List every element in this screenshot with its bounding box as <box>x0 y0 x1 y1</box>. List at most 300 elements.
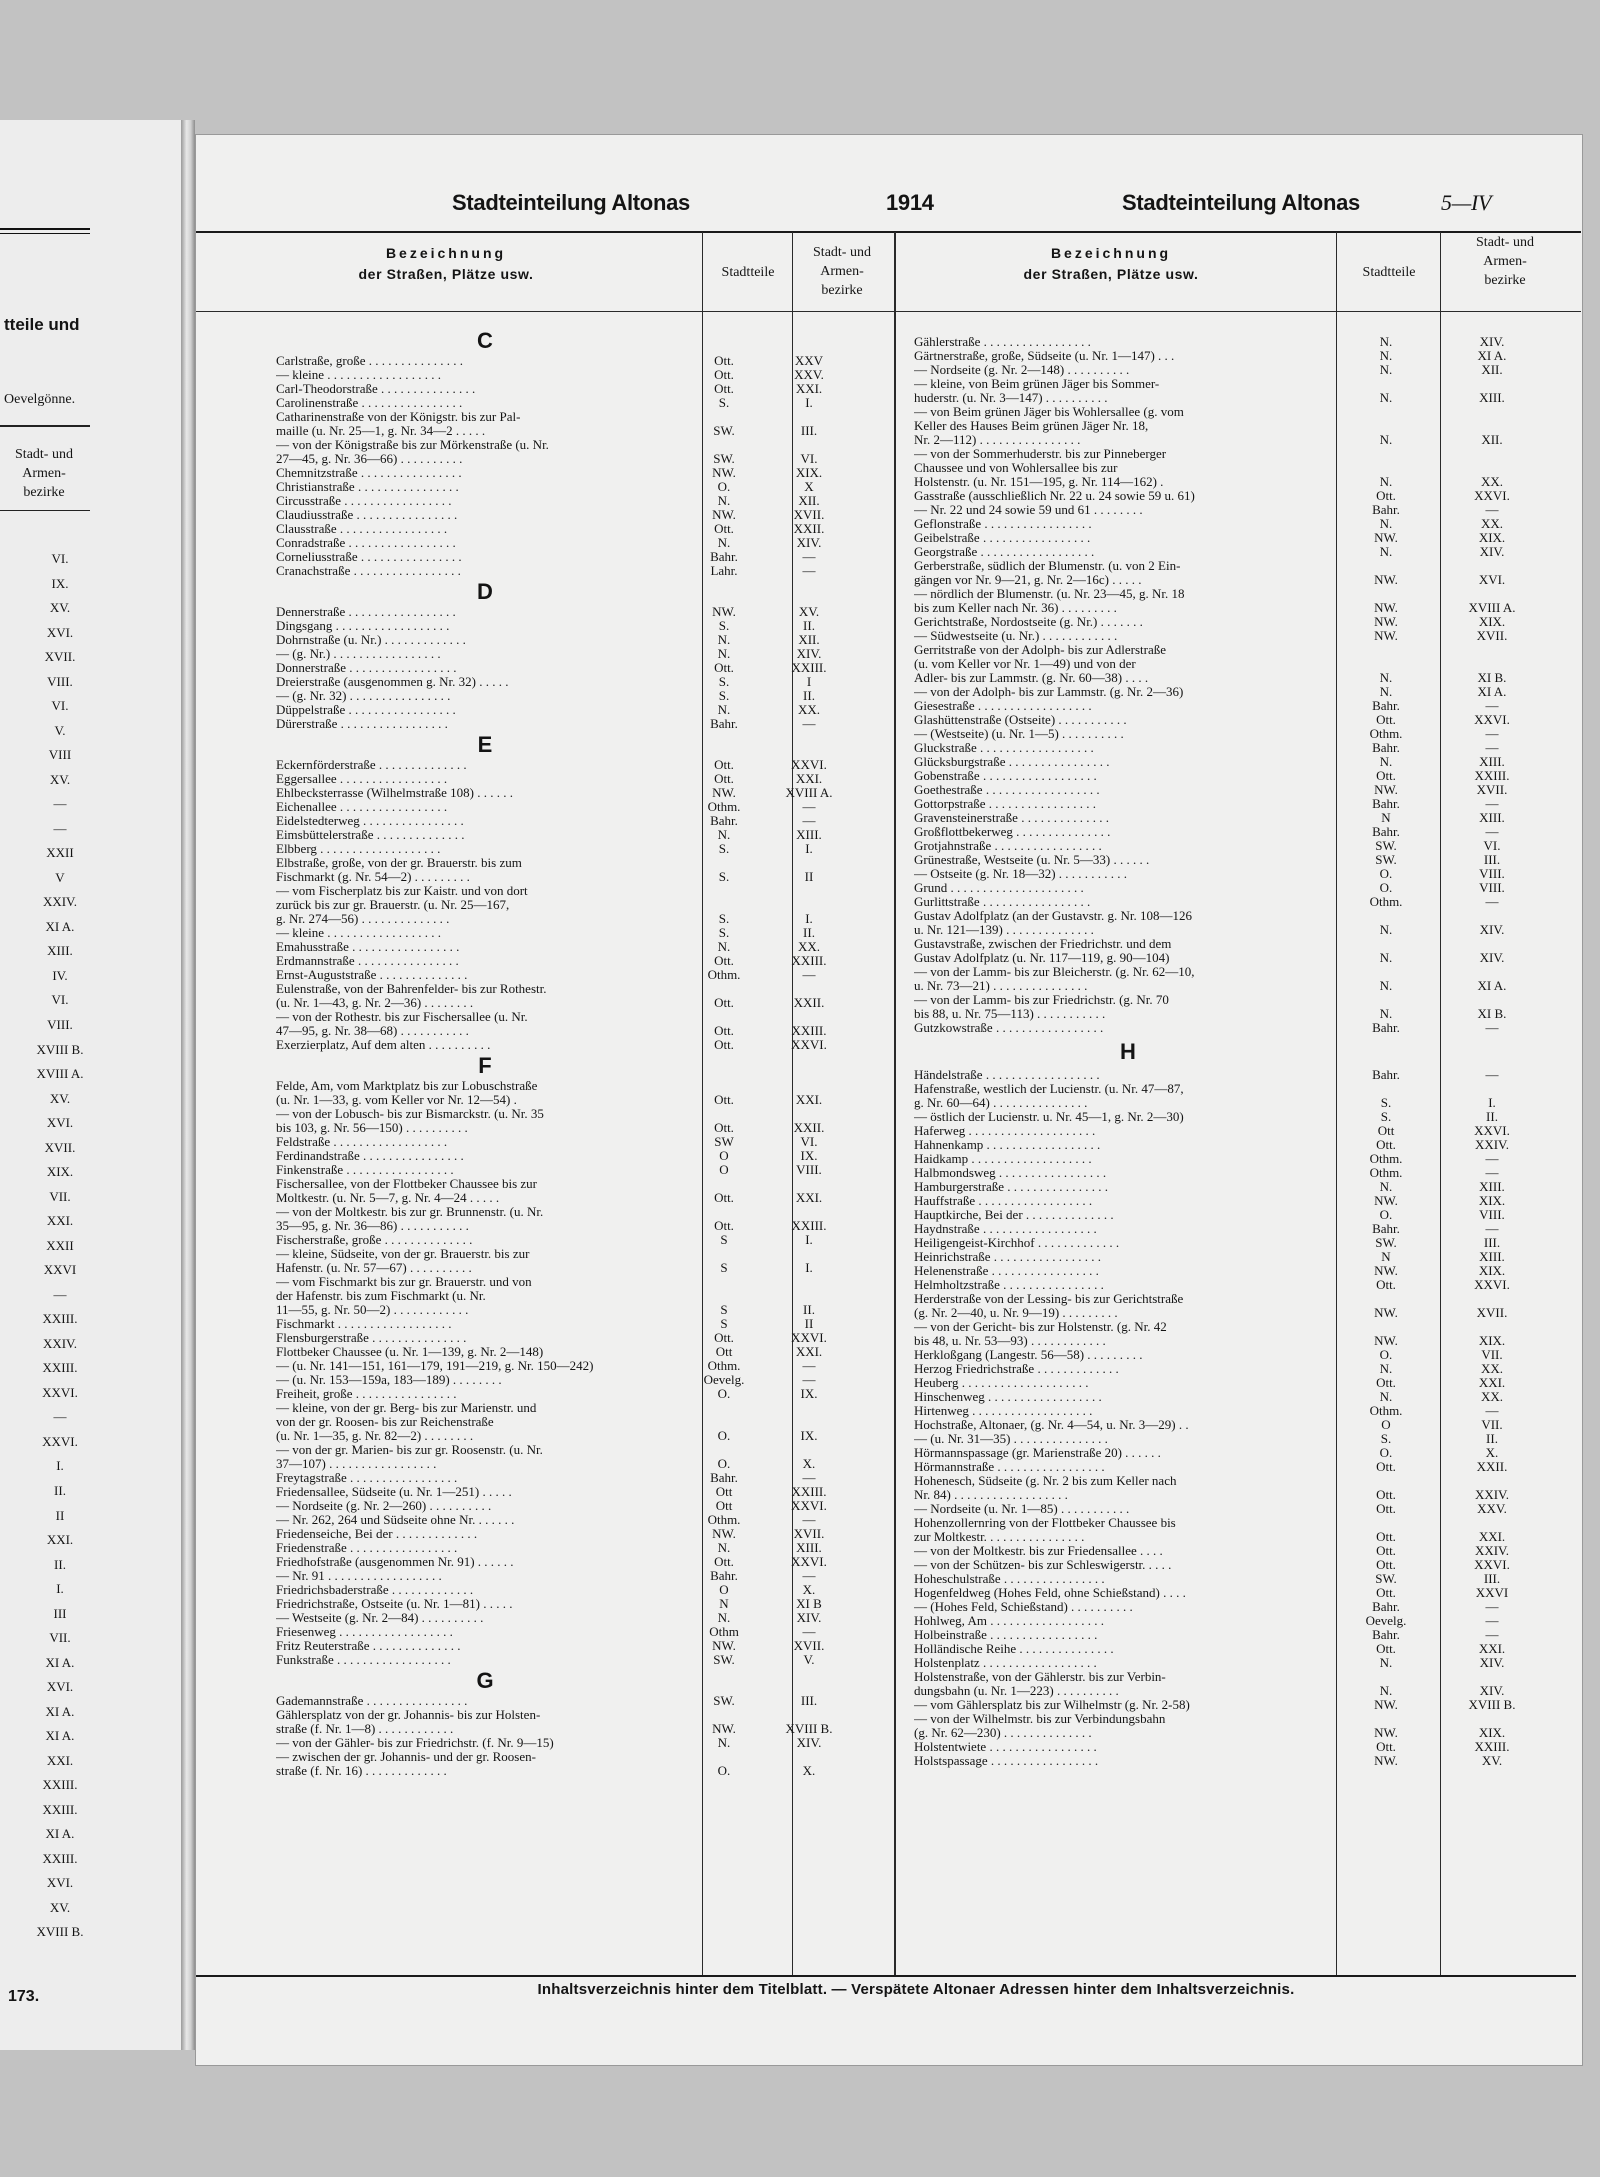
street-entry <box>276 633 876 647</box>
street-name: Fischmarkt . . . . . . . . . . . . . . . . . . <box>276 1317 452 1331</box>
stadtteil-value: Bahr. <box>710 549 738 564</box>
bezirk-value: — <box>1485 1151 1499 1166</box>
bezirk-value: — <box>1485 1020 1499 1035</box>
street-entry <box>914 797 1564 811</box>
street-entry <box>914 461 1564 475</box>
left-page-entry: XV. <box>49 600 71 615</box>
left-page-entry: VII. <box>49 1630 71 1645</box>
street-entry <box>914 1488 1564 1502</box>
street-name: Hohenesch, Südseite (g. Nr. 2 bis zum Keller nach <box>914 1474 1177 1488</box>
street-name: bis 103, g. Nr. 56—150) . . . . . . . . . . <box>276 1121 468 1135</box>
stadtteil-value: N. <box>717 493 731 508</box>
street-entry <box>914 839 1564 853</box>
street-name: — (g. Nr.) . . . . . . . . . . . . . . . . . <box>276 647 441 661</box>
bezirk-value: IX. <box>800 1428 818 1443</box>
street-name: Cranachstraße . . . . . . . . . . . . . . . . . <box>276 564 461 578</box>
street-entry <box>914 1670 1564 1684</box>
street-name: Gählersplatz von der gr. Johannis- bis zur Holsten- <box>276 1708 541 1722</box>
stadtteil-value: N <box>1381 810 1391 825</box>
section-letter: H <box>1120 1039 1138 1064</box>
stadtteil-value: NW. <box>1374 614 1398 629</box>
street-entry <box>914 755 1564 769</box>
street-entry <box>276 814 876 828</box>
stadtteil-value: S. <box>718 618 730 633</box>
bezirk-value: III. <box>800 423 818 438</box>
header-left-title: Stadteinteilung Altonas <box>452 190 690 215</box>
bezirk-value: XXVI. <box>1474 1277 1510 1292</box>
stadtteil-value: Ott. <box>1376 1277 1396 1292</box>
bezirk-value: XIX. <box>1478 1725 1506 1740</box>
street-entry <box>914 685 1564 699</box>
stadtteil-value: N. <box>717 1735 731 1750</box>
street-name: Dohrnstraße (u. Nr.) . . . . . . . . . . . . . <box>276 633 466 647</box>
stadtteil-value: S. <box>718 674 730 689</box>
left-page-entry: XXIV. <box>42 894 78 909</box>
stadtteil-value: N. <box>1379 334 1393 349</box>
street-entry <box>914 405 1564 419</box>
street-entry <box>914 1152 1564 1166</box>
street-name: Hafenstraße, westlich der Lucienstr. (u. Nr. 47—87, <box>914 1082 1184 1096</box>
bezirk-value: XXII. <box>793 995 825 1010</box>
bezirk-value: XVII. <box>793 1638 825 1653</box>
col-header-stadtteile-left: Stadtteile <box>721 265 775 280</box>
bezirk-value: XXI. <box>795 1344 823 1359</box>
stadtteil-value: N. <box>1379 1389 1393 1404</box>
rule <box>0 425 90 427</box>
street-name: Halbmondsweg . . . . . . . . . . . . . . . . . <box>914 1166 1107 1180</box>
street-entry <box>914 1250 1564 1264</box>
street-entry <box>914 937 1564 951</box>
left-page-number: 173. <box>8 1988 40 2005</box>
street-entry <box>914 713 1564 727</box>
left-page-entry: XXIII. <box>42 1777 78 1792</box>
bezirk-value: VIII. <box>1479 866 1505 881</box>
street-entry <box>914 1558 1564 1572</box>
bezirk-value: XXIV. <box>1474 1543 1510 1558</box>
bezirk-value: VI. <box>1483 838 1501 853</box>
street-entry <box>914 783 1564 797</box>
street-name: Eckernförderstraße . . . . . . . . . . . . . . <box>276 758 467 772</box>
stadtteil-value: O. <box>1379 1445 1393 1460</box>
street-entry <box>914 1754 1564 1768</box>
stadtteil-value: N. <box>717 939 731 954</box>
street-entry <box>276 1317 876 1331</box>
stadtteil-value: N. <box>717 1610 731 1625</box>
bezirk-value: XXIII. <box>791 1218 827 1233</box>
stadtteil-value: S <box>720 1260 728 1275</box>
street-name: — von der Moltkestr. bis zur gr. Brunnenstr. (u. Nr. <box>276 1205 544 1219</box>
top-rule <box>196 231 1581 233</box>
street-entry <box>276 1331 876 1345</box>
stadtteil-value: N. <box>1379 754 1393 769</box>
bezirk-value: — <box>1485 726 1499 741</box>
left-page-entry: XIX. <box>46 1164 74 1179</box>
bezirk-value: XIV. <box>796 1610 822 1625</box>
left-page-entry: — <box>53 1287 67 1302</box>
street-entry <box>276 926 876 940</box>
street-name: Friedenstraße . . . . . . . . . . . . . . . . . <box>276 1541 458 1555</box>
section-letter: G <box>476 1668 496 1693</box>
street-entry <box>914 559 1564 573</box>
stadtteil-value: NW. <box>1374 1263 1398 1278</box>
street-name: Gustav Adolfplatz (an der Gustavstr. g. Nr. 108—126 <box>914 909 1193 923</box>
bezirk-value: XIV. <box>1479 1683 1505 1698</box>
bezirk-value: III. <box>800 1693 818 1708</box>
street-name: Circusstraße . . . . . . . . . . . . . . . . . <box>276 494 452 508</box>
street-entry <box>914 1096 1564 1110</box>
bezirk-value: I. <box>805 395 813 410</box>
street-name: — zwischen der gr. Johannis- und der gr. Roosen- <box>276 1750 536 1764</box>
street-name: Gasstraße (ausschließlich Nr. 22 u. 24 sowie 59 u. 61) <box>914 489 1195 503</box>
street-entry <box>914 629 1564 643</box>
stadtteil-value: Ott. <box>1376 768 1396 783</box>
bezirk-value: XIII. <box>796 1540 822 1555</box>
stadtteil-value: Ott. <box>1376 1739 1396 1754</box>
street-entry <box>914 1021 1564 1035</box>
street-entry <box>914 1712 1564 1726</box>
bezirk-value: XXI. <box>795 1190 823 1205</box>
street-name: — von Beim grünen Jäger bis Wohlersallee (g. vom <box>914 405 1184 419</box>
street-entry <box>276 1121 876 1135</box>
stadtteil-value: N. <box>1379 348 1393 363</box>
stadtteil-value: N. <box>1379 922 1393 937</box>
street-name: Friesenweg . . . . . . . . . . . . . . . . . . <box>276 1625 453 1639</box>
street-entry <box>276 1569 876 1583</box>
street-entry <box>276 564 876 578</box>
bezirk-value: XII. <box>1481 432 1503 447</box>
bezirk-value: XIII. <box>796 827 822 842</box>
col-header-line: bezirke <box>821 283 863 298</box>
street-entry <box>914 741 1564 755</box>
stadtteil-value: N. <box>1379 544 1393 559</box>
stadtteil-value: SW <box>714 1134 734 1149</box>
stadtteil-value: NW. <box>1374 530 1398 545</box>
stadtteil-value: Oevelg. <box>703 1372 745 1387</box>
stadtteil-value: Ott. <box>714 771 734 786</box>
street-name: Catharinenstraße von der Königstr. bis zur Pal- <box>276 410 521 424</box>
left-page-entry: XXIII. <box>42 1851 78 1866</box>
street-entry <box>276 1219 876 1233</box>
stadtteil-value: N. <box>717 535 731 550</box>
stadtteil-value: N. <box>1379 670 1393 685</box>
street-name: — Nr. 91 . . . . . . . . . . . . . . . . . . <box>276 1569 442 1583</box>
stadtteil-value: S <box>720 1316 728 1331</box>
stadtteil-value: S. <box>1380 1431 1392 1446</box>
stadtteil-value: SW. <box>1375 838 1397 853</box>
street-name: Exerzierplatz, Auf dem alten . . . . . . . . . . <box>276 1038 491 1052</box>
street-name: Haidkamp . . . . . . . . . . . . . . . . . . . <box>914 1152 1092 1166</box>
street-entry <box>276 1597 876 1611</box>
left-page-entry: XVI. <box>46 1115 74 1130</box>
stadtteil-value: N. <box>717 1540 731 1555</box>
stadtteil-value: SW. <box>713 1652 735 1667</box>
street-name: Heiligengeist-Kirchhof . . . . . . . . . . . . . <box>914 1236 1120 1250</box>
street-name: Claudiusstraße . . . . . . . . . . . . . . . . <box>276 508 458 522</box>
street-name: Carl-Theodorstraße . . . . . . . . . . . . . . . <box>276 382 476 396</box>
bezirk-value: III. <box>1483 852 1501 867</box>
street-entry <box>276 982 876 996</box>
bezirk-value: II <box>804 1316 814 1331</box>
bezirk-value: XV. <box>1481 1753 1503 1768</box>
stadtteil-value: NW. <box>712 604 736 619</box>
street-entry <box>914 419 1564 433</box>
street-name: Feldstraße . . . . . . . . . . . . . . . . . . <box>276 1135 448 1149</box>
street-name: Elbberg . . . . . . . . . . . . . . . . . . . <box>276 842 441 856</box>
street-name: Friedrichsbaderstraße . . . . . . . . . . . . . <box>276 1583 474 1597</box>
street-name: gängen vor Nr. 9—21, g. Nr. 2—16c) . . . . . <box>914 573 1142 587</box>
street-entry <box>276 452 876 466</box>
left-page-entry: VI. <box>51 551 69 566</box>
bezirk-value: XIV. <box>1479 950 1505 965</box>
stadtteil-value: SW. <box>713 451 735 466</box>
stadtteil-value: N. <box>1379 978 1393 993</box>
street-entry <box>914 853 1564 867</box>
street-name: Hohenzollernring von der Flottbeker Chaussee bis <box>914 1516 1176 1530</box>
bezirk-value: XIX. <box>1478 530 1506 545</box>
street-name: maille (u. Nr. 25—1, g. Nr. 34—2 . . . . . <box>276 424 486 438</box>
street-name: Gählerstraße . . . . . . . . . . . . . . . . . <box>914 335 1091 349</box>
street-name: Emahusstraße . . . . . . . . . . . . . . . . . <box>276 940 460 954</box>
street-name: Gobenstraße . . . . . . . . . . . . . . . . . . <box>914 769 1097 783</box>
street-entry <box>276 1527 876 1541</box>
street-entry <box>276 1373 876 1387</box>
street-name: huderstr. (u. Nr. 3—147) . . . . . . . . . . <box>914 391 1108 405</box>
header-year: 1914 <box>886 190 934 215</box>
bezirk-value: VIII. <box>1479 1207 1505 1222</box>
stadtteil-value: Ott. <box>714 757 734 772</box>
street-list-left <box>276 327 876 1778</box>
stadtteil-value: Ott <box>1377 1123 1395 1138</box>
bezirk-value: XXV <box>794 353 824 368</box>
bezirk-value: XXIII. <box>791 1023 827 1038</box>
bezirk-value: II. <box>803 688 815 703</box>
street-entry <box>914 1362 1564 1376</box>
street-entry <box>914 391 1564 405</box>
street-name: 35—95, g. Nr. 36—86) . . . . . . . . . . . <box>276 1219 469 1233</box>
street-entry <box>914 433 1564 447</box>
street-entry <box>276 1233 876 1247</box>
street-entry <box>914 727 1564 741</box>
street-name: Eggersallee . . . . . . . . . . . . . . . . . <box>276 772 448 786</box>
street-entry <box>914 1516 1564 1530</box>
street-name: Gurlittstraße . . . . . . . . . . . . . . . . . <box>914 895 1091 909</box>
street-name: Moltkestr. (u. Nr. 5—7, g. Nr. 4—24 . . . . . <box>276 1191 500 1205</box>
bezirk-value: — <box>802 1512 816 1527</box>
bezirk-value: — <box>802 563 816 578</box>
stadtteil-value: Ott. <box>1376 488 1396 503</box>
street-name: Hauptkirche, Bei der . . . . . . . . . . . . . . <box>914 1208 1114 1222</box>
street-entry <box>914 671 1564 685</box>
stadtteil-value: NW. <box>712 1721 736 1736</box>
street-name: — von der Wilhelmstr. bis zur Verbindungsbahn <box>914 1712 1166 1726</box>
street-entry <box>914 335 1564 349</box>
street-entry <box>276 772 876 786</box>
bezirk-value: XIV. <box>1479 334 1505 349</box>
stadtteil-value: S. <box>1380 1095 1392 1110</box>
stadtteil-value: O. <box>1379 866 1393 881</box>
street-name: Hinschenweg . . . . . . . . . . . . . . . . . . <box>914 1390 1102 1404</box>
street-entry <box>914 1432 1564 1446</box>
left-page-entry: V. <box>54 723 66 738</box>
street-name: Gutzkowstraße . . . . . . . . . . . . . . . . . <box>914 1021 1104 1035</box>
street-name: der Hafenstr. bis zum Fischmarkt (u. Nr. <box>276 1289 486 1303</box>
street-name: Hirtenweg . . . . . . . . . . . . . . . . . . . <box>914 1404 1093 1418</box>
bezirk-value: — <box>802 967 816 982</box>
bezirk-value: — <box>802 1624 816 1639</box>
street-entry <box>914 1068 1564 1082</box>
bezirk-value: I <box>806 674 812 689</box>
street-name: — nördlich der Blumenstr. (u. Nr. 23—45, g. Nr. 18 <box>914 587 1185 601</box>
street-entry <box>914 1208 1564 1222</box>
street-entry <box>276 508 876 522</box>
bezirk-value: — <box>1485 1613 1499 1628</box>
bezirk-value: XIX. <box>795 465 823 480</box>
street-name: Gravensteinerstraße . . . . . . . . . . . . . . <box>914 811 1109 825</box>
bezirk-value: XI A. <box>1477 978 1507 993</box>
street-name: — von der Lamm- bis zur Friedrichstr. (g. Nr. 70 <box>914 993 1169 1007</box>
left-page-entry: VIII. <box>47 1017 73 1032</box>
stadtteil-value: Ott. <box>1376 1501 1396 1516</box>
street-entry <box>914 1138 1564 1152</box>
bezirk-value: XXVI. <box>791 1330 827 1345</box>
bezirk-value: XIII. <box>1479 810 1505 825</box>
stadtteil-value: NW. <box>712 465 736 480</box>
street-entry <box>914 1418 1564 1432</box>
street-entry <box>276 619 876 633</box>
street-entry <box>914 993 1564 1007</box>
street-entry <box>914 1404 1564 1418</box>
street-entry <box>276 703 876 717</box>
street-name: Carlstraße, große . . . . . . . . . . . . . . . <box>276 354 464 368</box>
street-name: Chaussee und von Wohlersallee bis zur <box>914 461 1118 475</box>
street-entry <box>276 940 876 954</box>
bezirk-value: X. <box>802 1456 816 1471</box>
stadtteil-value: O. <box>717 1763 731 1778</box>
street-name: Friedrichstraße, Ostseite (u. Nr. 1—81) . . . . . <box>276 1597 513 1611</box>
bezirk-value: II. <box>1486 1431 1498 1446</box>
street-name: Haydnstraße . . . . . . . . . . . . . . . . . . <box>914 1222 1097 1236</box>
bezirk-value: XVIII B. <box>785 1721 833 1736</box>
street-entry <box>914 615 1564 629</box>
street-entry <box>276 828 876 842</box>
left-page-entry: XXIV. <box>42 1336 78 1351</box>
bezirk-value: XXI. <box>795 771 823 786</box>
stadtteil-value: Ott. <box>714 1554 734 1569</box>
street-name: Holländische Reihe . . . . . . . . . . . . . . . <box>914 1642 1114 1656</box>
street-name: Gerberstraße, südlich der Blumenstr. (u. von 2 Ein- <box>914 559 1181 573</box>
bezirk-value: XXVI. <box>791 757 827 772</box>
street-entry <box>914 1460 1564 1474</box>
bezirk-value: XXVI. <box>791 1037 827 1052</box>
street-name: Keller des Hauses Beim grünen Jäger Nr. 18, <box>914 419 1149 433</box>
left-page-entry: XV. <box>49 1900 71 1915</box>
bezirk-value: — <box>1485 698 1499 713</box>
col-header-line: Armen- <box>820 264 864 279</box>
bezirk-value: XVII. <box>1476 1305 1508 1320</box>
bezirk-value: II. <box>803 1302 815 1317</box>
stadtteil-value: NW. <box>712 1526 736 1541</box>
rule <box>0 228 90 230</box>
bezirk-value: I. <box>805 1232 813 1247</box>
column-rule <box>894 232 896 1975</box>
street-entry <box>914 1614 1564 1628</box>
left-page-entry: VI. <box>51 698 69 713</box>
stadtteil-value: Othm. <box>1369 1151 1403 1166</box>
street-name: — vom Fischerplatz bis zur Kaistr. und von dort <box>276 884 528 898</box>
col-header-line: der Straßen, Plätze usw. <box>1023 266 1199 282</box>
stadtteil-value: O. <box>717 1456 731 1471</box>
bezirk-value: XXVI. <box>1474 1557 1510 1572</box>
street-name: (u. Nr. 1—43, g. Nr. 2—36) . . . . . . . . <box>276 996 474 1010</box>
stadtteil-value: N <box>1381 1249 1391 1264</box>
stadtteil-value: Bahr. <box>710 1470 738 1485</box>
street-name: — (u. Nr. 31—35) . . . . . . . . . . . . . . . <box>914 1432 1108 1446</box>
left-page-entry: XI A. <box>45 1826 75 1841</box>
stadtteil-value: O. <box>1379 880 1393 895</box>
street-name: Geibelstraße . . . . . . . . . . . . . . . . . <box>914 531 1091 545</box>
street-entry <box>276 466 876 480</box>
bezirk-value: VIII. <box>796 1162 822 1177</box>
left-page-entry: XVIII A. <box>36 1066 84 1081</box>
stadtteil-value: Ott. <box>714 1023 734 1038</box>
street-name: — östlich der Lucienstr. u. Nr. 45—1, g. Nr. 2—30) <box>914 1110 1184 1124</box>
street-entry <box>914 1264 1564 1278</box>
col-header-line: Stadt- und <box>15 447 73 462</box>
stadtteil-value: S. <box>718 841 730 856</box>
bezirk-value: X <box>804 479 814 494</box>
street-name: Händelstraße . . . . . . . . . . . . . . . . . . <box>914 1068 1100 1082</box>
street-entry <box>914 447 1564 461</box>
stadtteil-value: NW. <box>1374 1305 1398 1320</box>
street-entry <box>276 480 876 494</box>
bezirk-value: XXI. <box>1478 1375 1506 1390</box>
left-page-entry: XXIII. <box>42 1802 78 1817</box>
col-header-line: Stadt- und <box>1476 235 1534 250</box>
stadtteil-value: Ott. <box>1376 1529 1396 1544</box>
street-name: Freytagstraße . . . . . . . . . . . . . . . . . <box>276 1471 458 1485</box>
bezirk-value: XV. <box>798 604 820 619</box>
street-entry <box>276 1485 876 1499</box>
street-name: Eulenstraße, von der Bahrenfelder- bis zur Rothestr. <box>276 982 547 996</box>
bezirk-value: XXVI. <box>1474 488 1510 503</box>
street-name: Hahnenkamp . . . . . . . . . . . . . . . . . . <box>914 1138 1101 1152</box>
bezirk-value: I. <box>805 841 813 856</box>
stadtteil-value: Ott. <box>1376 1585 1396 1600</box>
street-entry <box>914 643 1564 657</box>
street-entry <box>914 657 1564 671</box>
left-page-entry: XXIII. <box>42 1360 78 1375</box>
stadtteil-value: Othm. <box>1369 1165 1403 1180</box>
bezirk-value: — <box>1485 1599 1499 1614</box>
street-entry <box>276 1135 876 1149</box>
stadtteil-value: Othm. <box>1369 1403 1403 1418</box>
street-name: Hafenstr. (u. Nr. 57—67) . . . . . . . . . . <box>276 1261 472 1275</box>
stadtteil-value: Othm. <box>707 967 741 982</box>
street-name: Düppelstraße . . . . . . . . . . . . . . . . . <box>276 703 456 717</box>
street-name: — von der Adolph- bis zur Lammstr. (g. Nr. 2—36) <box>914 685 1184 699</box>
left-page-entry: XI A. <box>45 919 75 934</box>
left-page-entry: XV. <box>49 772 71 787</box>
street-name: Friedensallee, Südseite (u. Nr. 1—251) . . . . . <box>276 1485 512 1499</box>
street-entry <box>276 884 876 898</box>
street-entry <box>276 1261 876 1275</box>
stadtteil-value: Ott. <box>714 660 734 675</box>
stadtteil-value: Bahr. <box>710 716 738 731</box>
street-name: Ehlbecksterrasse (Wilhelmstraße 108) . . . . . . <box>276 786 514 800</box>
stadtteil-value: SW. <box>1375 1571 1397 1586</box>
stadtteil-value: Ott. <box>714 381 734 396</box>
bezirk-value: XIV. <box>796 535 822 550</box>
